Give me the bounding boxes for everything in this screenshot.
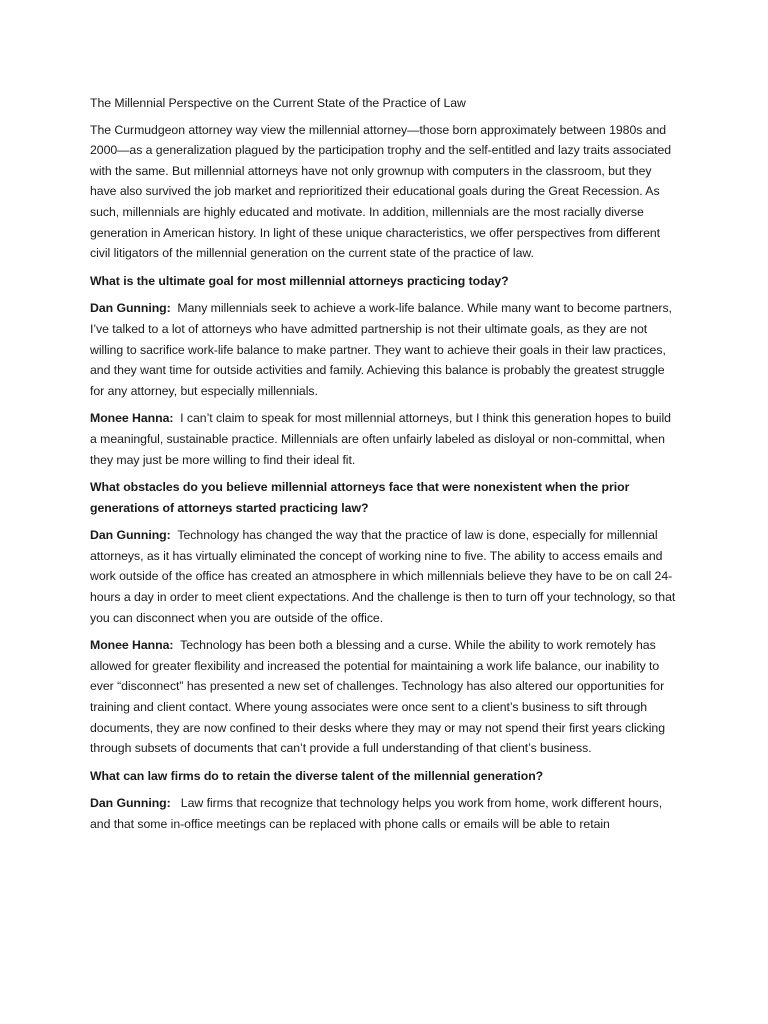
speaker-name: Dan Gunning: <box>90 301 171 316</box>
speaker-name: Monee Hanna: <box>90 411 174 426</box>
answer-paragraph <box>90 635 680 759</box>
speaker-name: Dan Gunning: <box>90 528 171 543</box>
question-3: What can law firms do to retain the diverse talent of the millennial generation? <box>90 768 544 783</box>
answer-text: Law firms that recognize that technology helps you work from home, work different hours, and that some in-office meetings can be replaced with phone calls or emails will be able to retain <box>90 796 663 831</box>
question-2: What obstacles do you believe millennial attorneys face that were nonexistent when the prior generations of attorneys started practicing law? <box>90 480 630 515</box>
answer-text: Technology has been both a blessing and a curse. While the ability to work remotely has allowed for greater flexibility and increased the potential for maintaining a work life balance, our inability to ever “disconnect” has presented a new set of challenges. Technology has also altered our opportunities for training and client contact. Where young associates were once sent to a client’s business to sift through documents, they are now confined to their desks where they may or may not spend their first years clicking through subsets of documents that can’t provide a full understanding of that client’s business. <box>90 638 665 756</box>
answer-text: Technology has changed the way that the practice of law is done, especially for millennial attorneys, as it has virtually eliminated the concept of working nine to five. The ability to access emails and work outside of the office has created an atmosphere in which millennials believe they have to be on call 24-hours a day in order to meet client expectations. And the challenge is then to turn off your technology, so that you can disconnect when you are outside of the office. <box>90 528 676 625</box>
document-page <box>90 93 680 842</box>
answer-paragraph <box>90 408 680 470</box>
answer-paragraph <box>90 525 680 628</box>
answer-text: I can’t claim to speak for most millennial attorneys, but I think this generation hopes to build a meaningful, sustainable practice. Millennials are often unfairly labeled as disloyal or non-committal, when they may just be more willing to find their ideal fit. <box>90 411 671 467</box>
question-1: What is the ultimate goal for most millennial attorneys practicing today? <box>90 273 509 288</box>
speaker-name: Dan Gunning: <box>90 796 171 811</box>
intro-paragraph: The Curmudgeon attorney way view the millennial attorney—those born approximately between 1980s and 2000—as a generalization plagued by the participation trophy and the self-entitled and lazy traits associated with the same. But millennial attorneys have not only grownup with computers in the classroom, but they have also survived the job market and reprioritized their educational goals during the Great Recession. As such, millennials are highly educated and motivate. In addition, millennials are the most racially diverse generation in American history. In light of these unique characteristics, we offer perspectives from different civil litigators of the millennial generation on the current state of the practice of law. <box>90 122 672 261</box>
answer-paragraph <box>90 793 680 834</box>
document-title: The Millennial Perspective on the Current State of the Practice of Law <box>90 96 466 110</box>
speaker-name: Monee Hanna: <box>90 638 174 653</box>
answer-text: Many millennials seek to achieve a work-life balance. While many want to become partners, I’ve talked to a lot of attorneys who have admitted partnership is not their ultimate goals, as they are not willing to sacrifice work-life balance to make partner. They want to achieve their goals in their law practices, and they want time for outside activities and family. Achieving this balance is probably the greatest struggle for any attorney, but especially millennials. <box>90 301 672 398</box>
answer-paragraph <box>90 298 680 401</box>
